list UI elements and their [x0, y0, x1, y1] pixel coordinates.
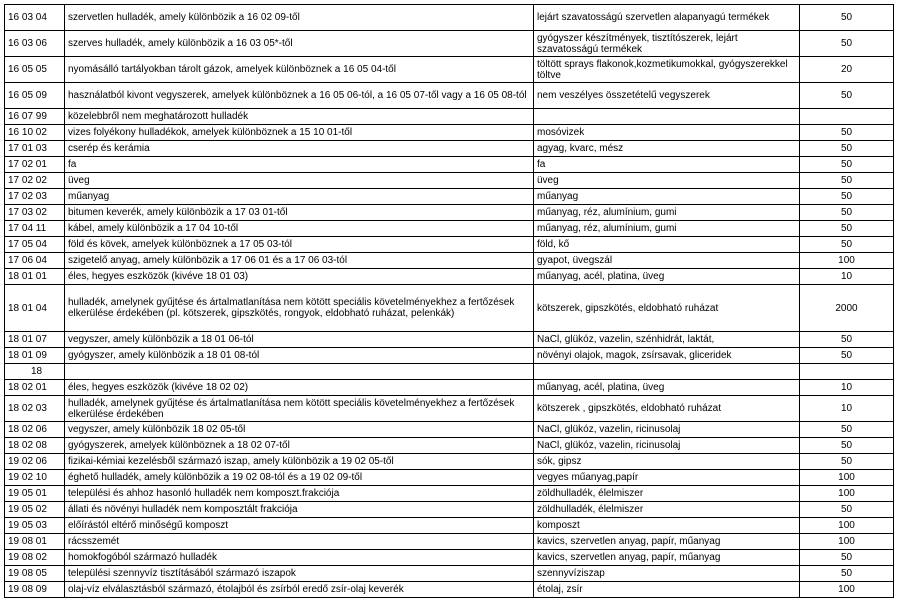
examples-cell: étolaj, zsír	[534, 582, 800, 598]
quantity-cell: 20	[800, 57, 894, 83]
description-cell: kábel, amely különbözik a 17 04 10-től	[65, 221, 534, 237]
examples-cell: fa	[534, 157, 800, 173]
description-cell: cserép és kerámia	[65, 141, 534, 157]
code-cell: 17 02 02	[5, 173, 65, 189]
code-cell: 19 02 06	[5, 454, 65, 470]
examples-cell: zöldhulladék, élelmiszer	[534, 486, 800, 502]
examples-cell	[534, 109, 800, 125]
quantity-cell	[800, 109, 894, 125]
table-row	[5, 221, 894, 237]
description-cell: vegyszer, amely különbözik 18 02 05-től	[65, 422, 534, 438]
examples-cell: nem veszélyes összetételű vegyszerek	[534, 83, 800, 109]
table-row	[5, 422, 894, 438]
description-cell: vegyszer, amely különbözik a 18 01 06-tól	[65, 332, 534, 348]
quantity-cell: 50	[800, 502, 894, 518]
code-cell: 18 02 08	[5, 438, 65, 454]
code-cell: 18 01 04	[5, 285, 65, 332]
quantity-cell: 100	[800, 582, 894, 598]
code-cell: 17 04 11	[5, 221, 65, 237]
examples-cell: zöldhulladék, élelmiszer	[534, 502, 800, 518]
code-cell: 18 01 07	[5, 332, 65, 348]
code-cell: 19 08 01	[5, 534, 65, 550]
description-cell: éles, hegyes eszközök (kivéve 18 02 02)	[65, 380, 534, 396]
quantity-cell: 2000	[800, 285, 894, 332]
quantity-cell: 100	[800, 470, 894, 486]
code-cell: 17 06 04	[5, 253, 65, 269]
code-cell: 18 02 06	[5, 422, 65, 438]
quantity-cell: 50	[800, 141, 894, 157]
quantity-cell: 50	[800, 348, 894, 364]
code-cell: 16 03 04	[5, 5, 65, 31]
description-cell: hulladék, amelynek gyűjtése és ártalmatlanítása nem kötött speciális követelményekhez a fertőzések elkerülése érdekében	[65, 396, 534, 422]
quantity-cell: 50	[800, 173, 894, 189]
code-cell: 18 01 01	[5, 269, 65, 285]
table-row	[5, 470, 894, 486]
quantity-cell: 50	[800, 438, 894, 454]
quantity-cell: 50	[800, 550, 894, 566]
examples-cell: üveg	[534, 173, 800, 189]
code-cell: 19 02 10	[5, 470, 65, 486]
table-row	[5, 396, 894, 422]
examples-cell: műanyag	[534, 189, 800, 205]
examples-cell	[534, 364, 800, 380]
quantity-cell: 50	[800, 332, 894, 348]
examples-cell: műanyag, acél, platina, üveg	[534, 380, 800, 396]
description-cell: föld és kövek, amelyek különböznek a 17 05 03-tól	[65, 237, 534, 253]
description-cell: állati és növényi hulladék nem komposztált frakciója	[65, 502, 534, 518]
examples-cell: kötszerek, gipszkötés, eldobható ruházat	[534, 285, 800, 332]
code-cell: 16 03 06	[5, 31, 65, 57]
table-body	[5, 5, 894, 598]
table-row	[5, 454, 894, 470]
quantity-cell: 50	[800, 31, 894, 57]
table-row	[5, 5, 894, 31]
quantity-cell: 10	[800, 396, 894, 422]
examples-cell: kavics, szervetlen anyag, papír, műanyag	[534, 550, 800, 566]
code-cell: 16 05 05	[5, 57, 65, 83]
quantity-cell: 50	[800, 566, 894, 582]
examples-cell: növényi olajok, magok, zsírsavak, gliceridek	[534, 348, 800, 364]
code-cell: 17 02 01	[5, 157, 65, 173]
table-row	[5, 518, 894, 534]
quantity-cell: 100	[800, 486, 894, 502]
code-cell: 19 08 09	[5, 582, 65, 598]
quantity-cell: 100	[800, 253, 894, 269]
table-row	[5, 189, 894, 205]
examples-cell: töltött sprays flakonok,kozmetikumokkal, gyógyszerekkel töltve	[534, 57, 800, 83]
code-cell: 19 05 01	[5, 486, 65, 502]
description-cell: szigetelő anyag, amely különbözik a 17 06 01 és a 17 06 03-tól	[65, 253, 534, 269]
code-cell: 19 08 05	[5, 566, 65, 582]
examples-cell: vegyes műanyag,papír	[534, 470, 800, 486]
description-cell: rácsszemét	[65, 534, 534, 550]
table-row	[5, 109, 894, 125]
examples-cell: mosóvizek	[534, 125, 800, 141]
quantity-cell	[800, 364, 894, 380]
table-row	[5, 141, 894, 157]
description-cell: éles, hegyes eszközök (kivéve 18 01 03)	[65, 269, 534, 285]
table-row	[5, 380, 894, 396]
code-cell: 18 01 09	[5, 348, 65, 364]
code-cell: 19 05 02	[5, 502, 65, 518]
quantity-cell: 100	[800, 518, 894, 534]
examples-cell: NaCl, glükóz, vazelin, szénhidrát, laktát,	[534, 332, 800, 348]
code-cell: 16 07 99	[5, 109, 65, 125]
table-row	[5, 348, 894, 364]
waste-table	[4, 4, 894, 598]
quantity-cell: 10	[800, 269, 894, 285]
quantity-cell: 50	[800, 221, 894, 237]
table-row	[5, 237, 894, 253]
description-cell: olaj-víz elválasztásból származó, étolajból és zsírból eredő zsír-olaj keverék	[65, 582, 534, 598]
table-row	[5, 157, 894, 173]
code-cell: 18 02 03	[5, 396, 65, 422]
quantity-cell: 50	[800, 454, 894, 470]
table-row	[5, 486, 894, 502]
description-cell: szervetlen hulladék, amely különbözik a 16 02 09-től	[65, 5, 534, 31]
code-cell: 17 02 03	[5, 189, 65, 205]
description-cell: nyomásálló tartályokban tárolt gázok, amelyek különböznek a 16 05 04-től	[65, 57, 534, 83]
examples-cell: gyógyszer készítmények, tisztítószerek, lejárt szavatosságú termékek	[534, 31, 800, 57]
table-row	[5, 57, 894, 83]
table-row	[5, 534, 894, 550]
code-cell: 17 03 02	[5, 205, 65, 221]
description-cell: éghető hulladék, amely különbözik a 19 02 08-tól és a 19 02 09-től	[65, 470, 534, 486]
quantity-cell: 50	[800, 125, 894, 141]
table-row	[5, 502, 894, 518]
examples-cell: szennyvíziszap	[534, 566, 800, 582]
quantity-cell: 10	[800, 380, 894, 396]
code-cell: 17 05 04	[5, 237, 65, 253]
code-cell: 18 02 01	[5, 380, 65, 396]
examples-cell: lejárt szavatosságú szervetlen alapanyagú termékek	[534, 5, 800, 31]
examples-cell: kavics, szervetlen anyag, papír, műanyag	[534, 534, 800, 550]
table-row	[5, 253, 894, 269]
description-cell: települési szennyvíz tisztításából származó iszapok	[65, 566, 534, 582]
examples-cell: NaCl, glükóz, vazelin, ricinusolaj	[534, 422, 800, 438]
code-cell: 16 05 09	[5, 83, 65, 109]
examples-cell: műanyag, réz, alumínium, gumi	[534, 221, 800, 237]
examples-cell: agyag, kvarc, mész	[534, 141, 800, 157]
code-cell: 17 01 03	[5, 141, 65, 157]
description-cell: fizikai-kémiai kezelésből származó iszap, amely különbözik a 19 02 05-től	[65, 454, 534, 470]
table-row	[5, 31, 894, 57]
table-row	[5, 285, 894, 332]
table-row	[5, 83, 894, 109]
description-cell: hulladék, amelynek gyűjtése és ártalmatlanítása nem kötött speciális követelményekhez a fertőzések elkerülése érdekében (pl. kötszerek, gipszkötés, rongyok, eldobható ruházat, pelenkák)	[65, 285, 534, 332]
code-cell: 16 10 02	[5, 125, 65, 141]
code-cell: 19 08 02	[5, 550, 65, 566]
quantity-cell: 50	[800, 5, 894, 31]
table-row	[5, 269, 894, 285]
quantity-cell: 50	[800, 422, 894, 438]
description-cell: fa	[65, 157, 534, 173]
examples-cell: sók, gipsz	[534, 454, 800, 470]
examples-cell: gyapot, üvegszál	[534, 253, 800, 269]
description-cell: bitumen keverék, amely különbözik a 17 03 01-től	[65, 205, 534, 221]
description-cell: használatból kivont vegyszerek, amelyek különböznek a 16 05 06-tól, a 16 05 07-től vagy a 16 05 08-tól	[65, 83, 534, 109]
table-row	[5, 438, 894, 454]
description-cell: közelebbről nem meghatározott hulladék	[65, 109, 534, 125]
quantity-cell: 50	[800, 83, 894, 109]
examples-cell: NaCl, glükóz, vazelin, ricinusolaj	[534, 438, 800, 454]
description-cell: üveg	[65, 173, 534, 189]
table-row	[5, 205, 894, 221]
examples-cell: műanyag, acél, platina, üveg	[534, 269, 800, 285]
examples-cell: műanyag, réz, alumínium, gumi	[534, 205, 800, 221]
examples-cell: föld, kő	[534, 237, 800, 253]
description-cell	[65, 364, 534, 380]
quantity-cell: 50	[800, 237, 894, 253]
description-cell: műanyag	[65, 189, 534, 205]
examples-cell: komposzt	[534, 518, 800, 534]
quantity-cell: 50	[800, 157, 894, 173]
code-cell: 19 05 03	[5, 518, 65, 534]
quantity-cell: 50	[800, 189, 894, 205]
table-row	[5, 582, 894, 598]
description-cell: vizes folyékony hulladékok, amelyek különböznek a 15 10 01-től	[65, 125, 534, 141]
code-cell: 18	[5, 364, 65, 380]
description-cell: gyógyszerek, amelyek különböznek a 18 02 07-től	[65, 438, 534, 454]
description-cell: települési és ahhoz hasonló hulladék nem komposzt.frakciója	[65, 486, 534, 502]
table-row	[5, 125, 894, 141]
table-row	[5, 173, 894, 189]
table-row	[5, 332, 894, 348]
description-cell: szerves hulladék, amely különbözik a 16 03 05*-től	[65, 31, 534, 57]
quantity-cell: 50	[800, 205, 894, 221]
table-row	[5, 550, 894, 566]
table-row	[5, 364, 894, 380]
quantity-cell: 100	[800, 534, 894, 550]
description-cell: gyógyszer, amely különbözik a 18 01 08-tól	[65, 348, 534, 364]
table-row	[5, 566, 894, 582]
description-cell: előírástól eltérő minőségű komposzt	[65, 518, 534, 534]
description-cell: homokfogóból származó hulladék	[65, 550, 534, 566]
examples-cell: kötszerek , gipszkötés, eldobható ruházat	[534, 396, 800, 422]
